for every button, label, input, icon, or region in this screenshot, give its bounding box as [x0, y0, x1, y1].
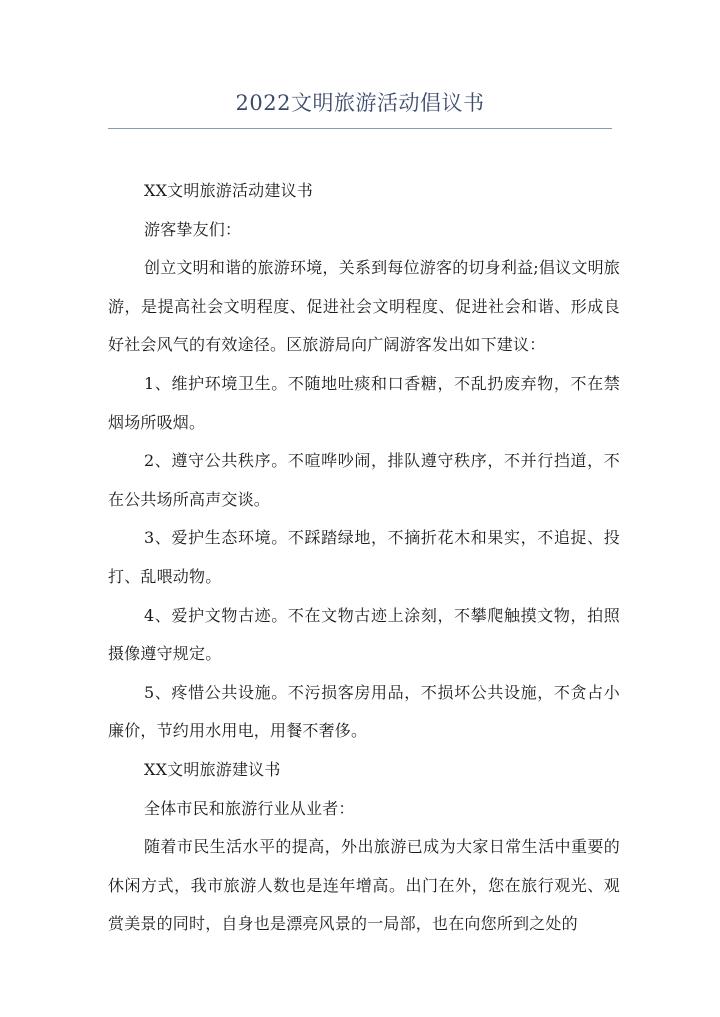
- item-2-paragraph: 2、遵守公共秩序。不喧哗吵闹，排队遵守秩序，不并行挡道，不在公共场所高声交谈。: [108, 451, 620, 509]
- document-body: [108, 172, 620, 944]
- section-heading-1: XX文明旅游活动建议书: [144, 181, 313, 200]
- item-3-paragraph: 3、爱护生态环境。不踩踏绿地，不摘折花木和果实，不追捉、投打、乱喂动物。: [108, 528, 620, 586]
- salutation-1: 游客挚友们：: [144, 219, 242, 239]
- salutation-2: 全体市民和旅游行业从业者：: [144, 798, 355, 818]
- title-divider: [108, 128, 612, 129]
- item-5-paragraph: 5、疼惜公共设施。不污损客房用品，不损坏公共设施，不贪占小廉价，节约用水用电，用餐不奢侈。: [108, 682, 620, 741]
- item-4-paragraph: 4、爱护文物古迹。不在文物古迹上涂刻，不攀爬触摸文物，拍照摄像遵守规定。: [108, 605, 620, 664]
- body-paragraph: 随着市民生活水平的提高，外出旅游已成为大家日常生活中重要的休闲方式，我市旅游人数也是连年增高。出门在外，您在旅行观光、观赏美景的同时，自身也是漂亮风景的一局部，也在向您所到之处的: [108, 837, 620, 934]
- section-heading-2: XX文明旅游建议书: [144, 759, 281, 779]
- document-title: 2022文明旅游活动倡议书: [235, 91, 485, 115]
- intro-paragraph: 创立文明和谐的旅游环境，关系到每位游客的切身利益;倡议文明旅游，是提高社会文明程度、促进社会文明程度、促进社会和谐、形成良好社会风气的有效途径。区旅游局向广阔游客发出如下建议：: [108, 258, 620, 355]
- item-1-paragraph: 1、维护环境卫生。不随地吐痰和口香糖，不乱扔废弃物，不在禁烟场所吸烟。: [108, 373, 620, 432]
